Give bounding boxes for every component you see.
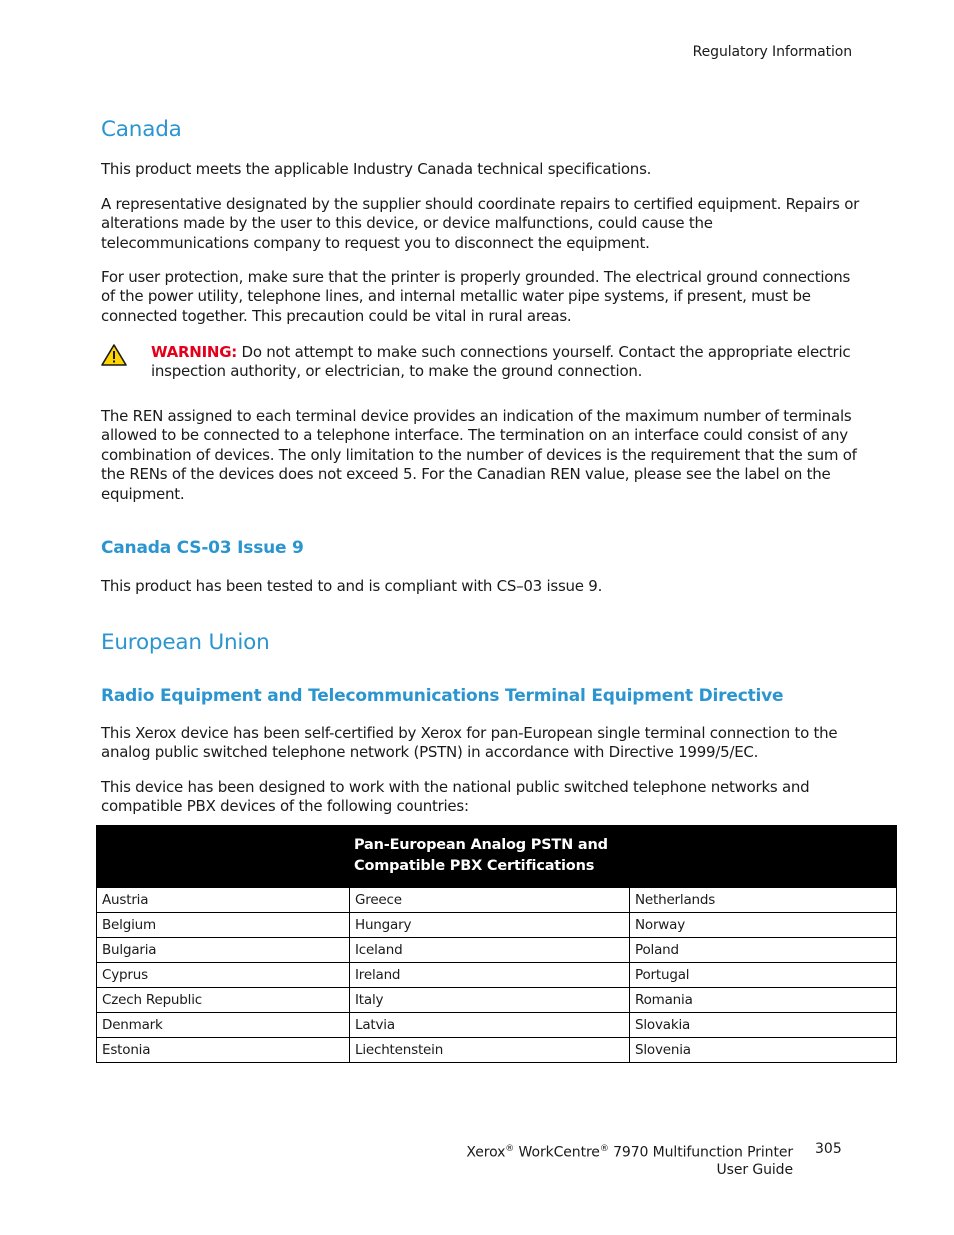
canada-paragraph-3: For user protection, make sure that the printer is properly grounded. The electrical ground connections of the power utility, telephone lines, and internal metallic water pipe systems, if present, must be connected together. This precaution could be vital in rural areas.: [101, 268, 851, 325]
warning-triangle-icon: [101, 343, 127, 367]
table-header-row: [97, 826, 897, 888]
table-cell: Liechtenstein: [350, 1038, 630, 1063]
section-heading-canada: Canada: [101, 117, 182, 142]
table-cell: Latvia: [350, 1013, 630, 1038]
subheading-cs03: Canada CS-03 Issue 9: [101, 538, 304, 558]
table-cell: Poland: [630, 938, 897, 963]
footer-model: 7970 Multifunction Printer: [608, 1144, 793, 1161]
eu-paragraph-1: This Xerox device has been self-certified by Xerox for pan-European single terminal connection to the analog public switched telephone network (PSTN) in accordance with Directive 1999/5/EC.: [101, 724, 838, 762]
table-cell: Czech Republic: [97, 988, 350, 1013]
subheading-rtte: Radio Equipment and Telecommunications Terminal Equipment Directive: [101, 686, 784, 706]
table-cell: Romania: [630, 988, 897, 1013]
running-head: Regulatory Information: [692, 44, 852, 60]
table-row: [97, 1013, 897, 1038]
table-cell: Slovakia: [630, 1013, 897, 1038]
section-heading-eu: European Union: [101, 630, 270, 655]
table-cell: Greece: [350, 888, 630, 913]
footer-guide: User Guide: [716, 1162, 793, 1179]
table-row: [97, 938, 897, 963]
table-row: [97, 1038, 897, 1063]
table-cell: Belgium: [97, 913, 350, 938]
table-row: [97, 988, 897, 1013]
canada-paragraph-4: The REN assigned to each terminal device provides an indication of the maximum number of terminals allowed to be connected to a telephone interface. The termination on an interface could consist of any combination of devices. The only limitation to the number of devices is the requirement that the sum of the RENs of the devices does not exceed 5. For the Canadian REN value, please see the label on the equipment.: [101, 407, 857, 503]
footer-brand: Xerox: [466, 1144, 506, 1161]
table-cell: Portugal: [630, 963, 897, 988]
table-cell: Austria: [97, 888, 350, 913]
page-number: 305: [815, 1141, 842, 1157]
table-cell: Norway: [630, 913, 897, 938]
table-row: [97, 888, 897, 913]
canada-paragraph-2: A representative designated by the supplier should coordinate repairs to certified equipment. Repairs or alterations made by the user to this device, or device malfunctions, could cause the telecommunications company to request you to disconnect the equipment.: [101, 195, 860, 252]
table-cell: Netherlands: [630, 888, 897, 913]
table-cell: Ireland: [350, 963, 630, 988]
table-cell: Denmark: [97, 1013, 350, 1038]
table-cell: Slovenia: [630, 1038, 897, 1063]
certification-table: [96, 825, 897, 1063]
warning-text: [151, 343, 861, 382]
registered-mark: ®: [505, 1144, 515, 1154]
footer-product: [466, 1141, 793, 1180]
table-row: [97, 913, 897, 938]
table-cell: Bulgaria: [97, 938, 350, 963]
table-cell: Cyprus: [97, 963, 350, 988]
eu-paragraph-2: This device has been designed to work with the national public switched telephone networks and compatible PBX devices of the following countries:: [101, 778, 810, 816]
table-cell: Hungary: [350, 913, 630, 938]
warning-body: Do not attempt to make such connections yourself. Contact the appropriate electric inspection authority, or electrician, to make the ground connection.: [151, 343, 851, 381]
table-header-line-2: Compatible PBX Certifications: [354, 858, 595, 874]
footer-product-name: WorkCentre: [514, 1144, 600, 1161]
warning-label: WARNING:: [151, 343, 238, 361]
table-cell: Iceland: [350, 938, 630, 963]
table-header: [97, 826, 897, 888]
footer-product-line: [466, 1141, 793, 1162]
table-cell: Estonia: [97, 1038, 350, 1063]
canada-paragraph-1: This product meets the applicable Industry Canada technical specifications.: [101, 160, 652, 178]
cs03-paragraph: This product has been tested to and is compliant with CS–03 issue 9.: [101, 577, 603, 595]
registered-mark: ®: [599, 1144, 609, 1154]
table-row: [97, 963, 897, 988]
table-header-line-1: Pan-European Analog PSTN and: [354, 837, 608, 853]
table-cell: Italy: [350, 988, 630, 1013]
